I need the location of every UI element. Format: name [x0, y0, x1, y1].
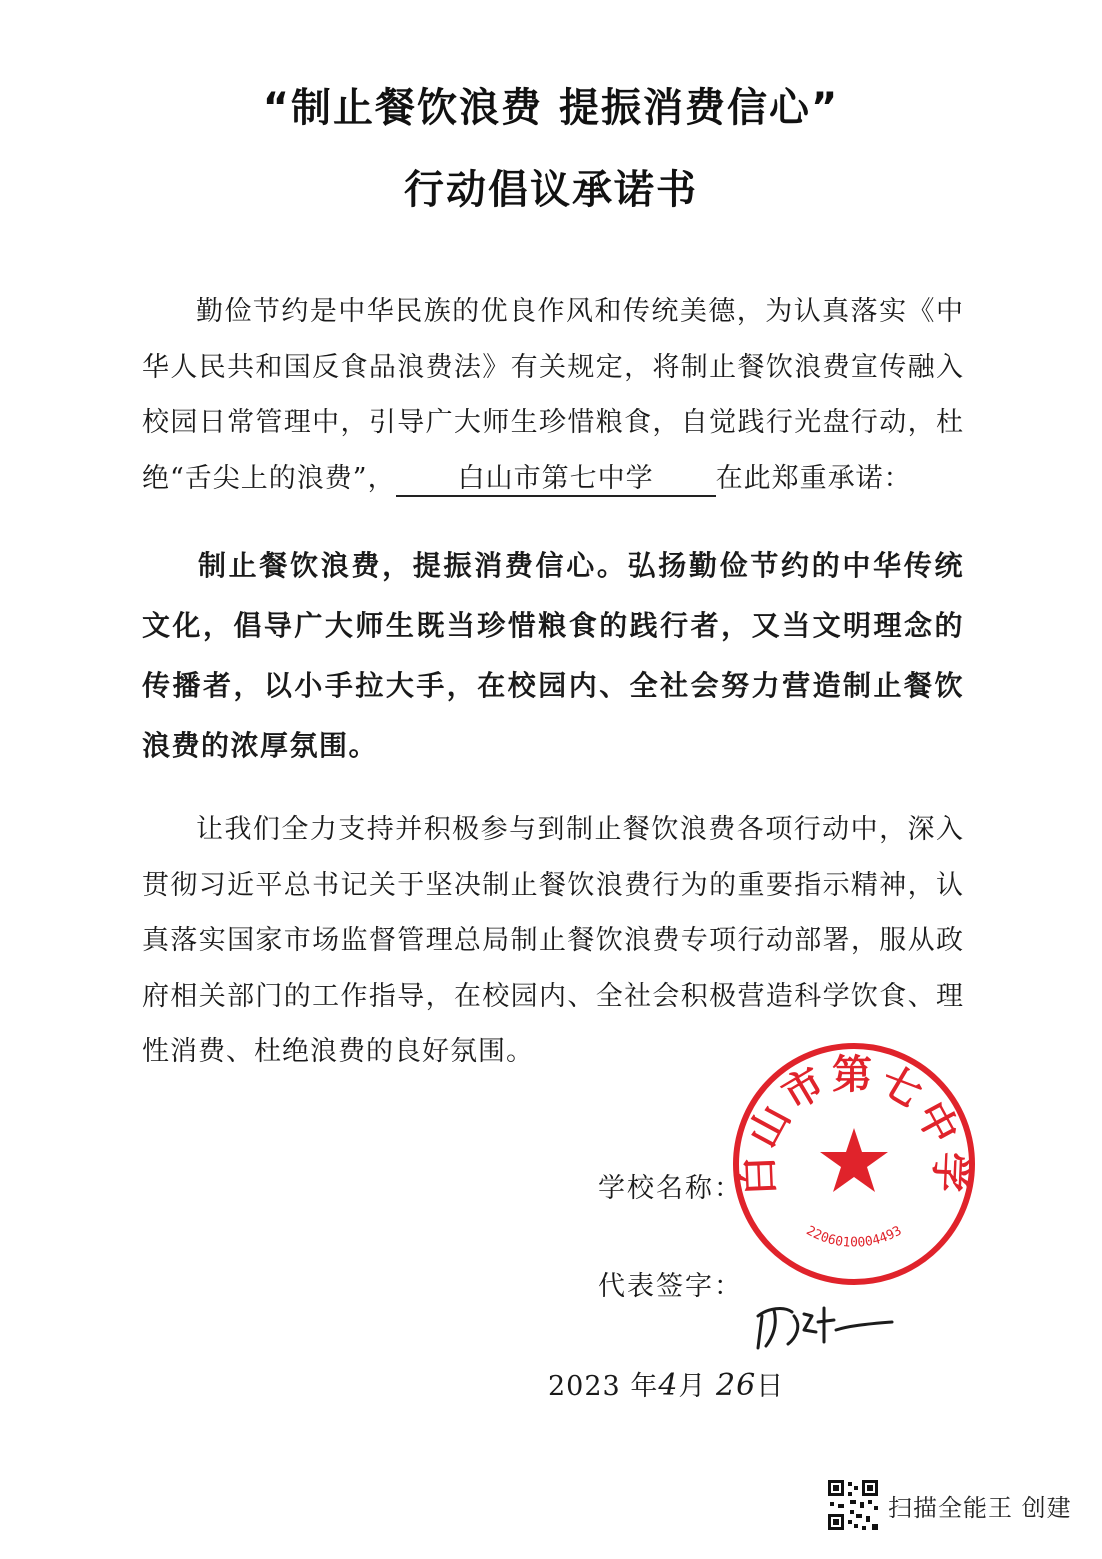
- scanner-brand-label: 扫描全能王 创建: [888, 1493, 1072, 1522]
- date-day: 26: [716, 1368, 757, 1403]
- signing-date: [548, 1364, 784, 1403]
- paragraph-commitment: 制止餐饮浪费，提振消费信心。弘扬勤俭节约的中华传统文化，倡导广大师生既当珍惜粮食的践行者，又当文明理念的传播者，以小手拉大手，在校园内、全社会努力营造制止餐饮浪费的浓厚氛围。: [142, 549, 964, 762]
- seal-star-icon: [820, 1128, 888, 1192]
- seal-name-text: 白山市第七中学: [735, 1052, 973, 1197]
- scanner-watermark: [826, 1478, 1072, 1532]
- date-year-unit: 年: [630, 1371, 659, 1402]
- paragraph-call-to-action: 让我们全力支持并积极参与到制止餐饮浪费各项行动中，深入贯彻习近平总书记关于坚决制止餐饮浪费行为的重要指示精神，认真落实国家市场监督管理总局制止餐饮浪费专项行动部署，服从政府相关部门的工作指导，在校园内、全社会积极营造科学饮食、理性消费、杜绝浪费的良好氛围。: [142, 814, 964, 1067]
- representative-label: 代表签字：: [598, 1271, 743, 1302]
- school-name-fill: 白山市第七中学: [396, 463, 716, 497]
- school-name-label: 学校名称：: [598, 1173, 743, 1204]
- date-year: 2023: [548, 1371, 621, 1402]
- date-day-unit: 日: [756, 1371, 785, 1402]
- date-month: 4: [658, 1368, 679, 1403]
- qr-code-icon: [826, 1478, 880, 1532]
- date-month-unit: 月: [678, 1371, 707, 1402]
- seal-number-text: 2206010004493: [803, 1223, 905, 1251]
- paragraph-intro-end: 在此郑重承诺：: [715, 462, 912, 494]
- paragraph-intro-text: 勤俭节约是中华民族的优良作风和传统美德，为认真落实《中华人民共和国反食品浪费法》有关规定，将制止餐饮浪费宣传融入校园日常管理中，引导广大师生珍惜粮食，自觉践行光盘行动，杜绝“舌尖上的浪费”，: [142, 296, 964, 494]
- handwritten-signature: [744, 1286, 894, 1358]
- document-title-line2: 行动倡议承诺书: [404, 167, 698, 213]
- official-seal: [730, 1040, 978, 1288]
- paragraph-intro: [142, 284, 964, 506]
- document-title-line1: “制止餐饮浪费 提振消费信心”: [262, 85, 840, 131]
